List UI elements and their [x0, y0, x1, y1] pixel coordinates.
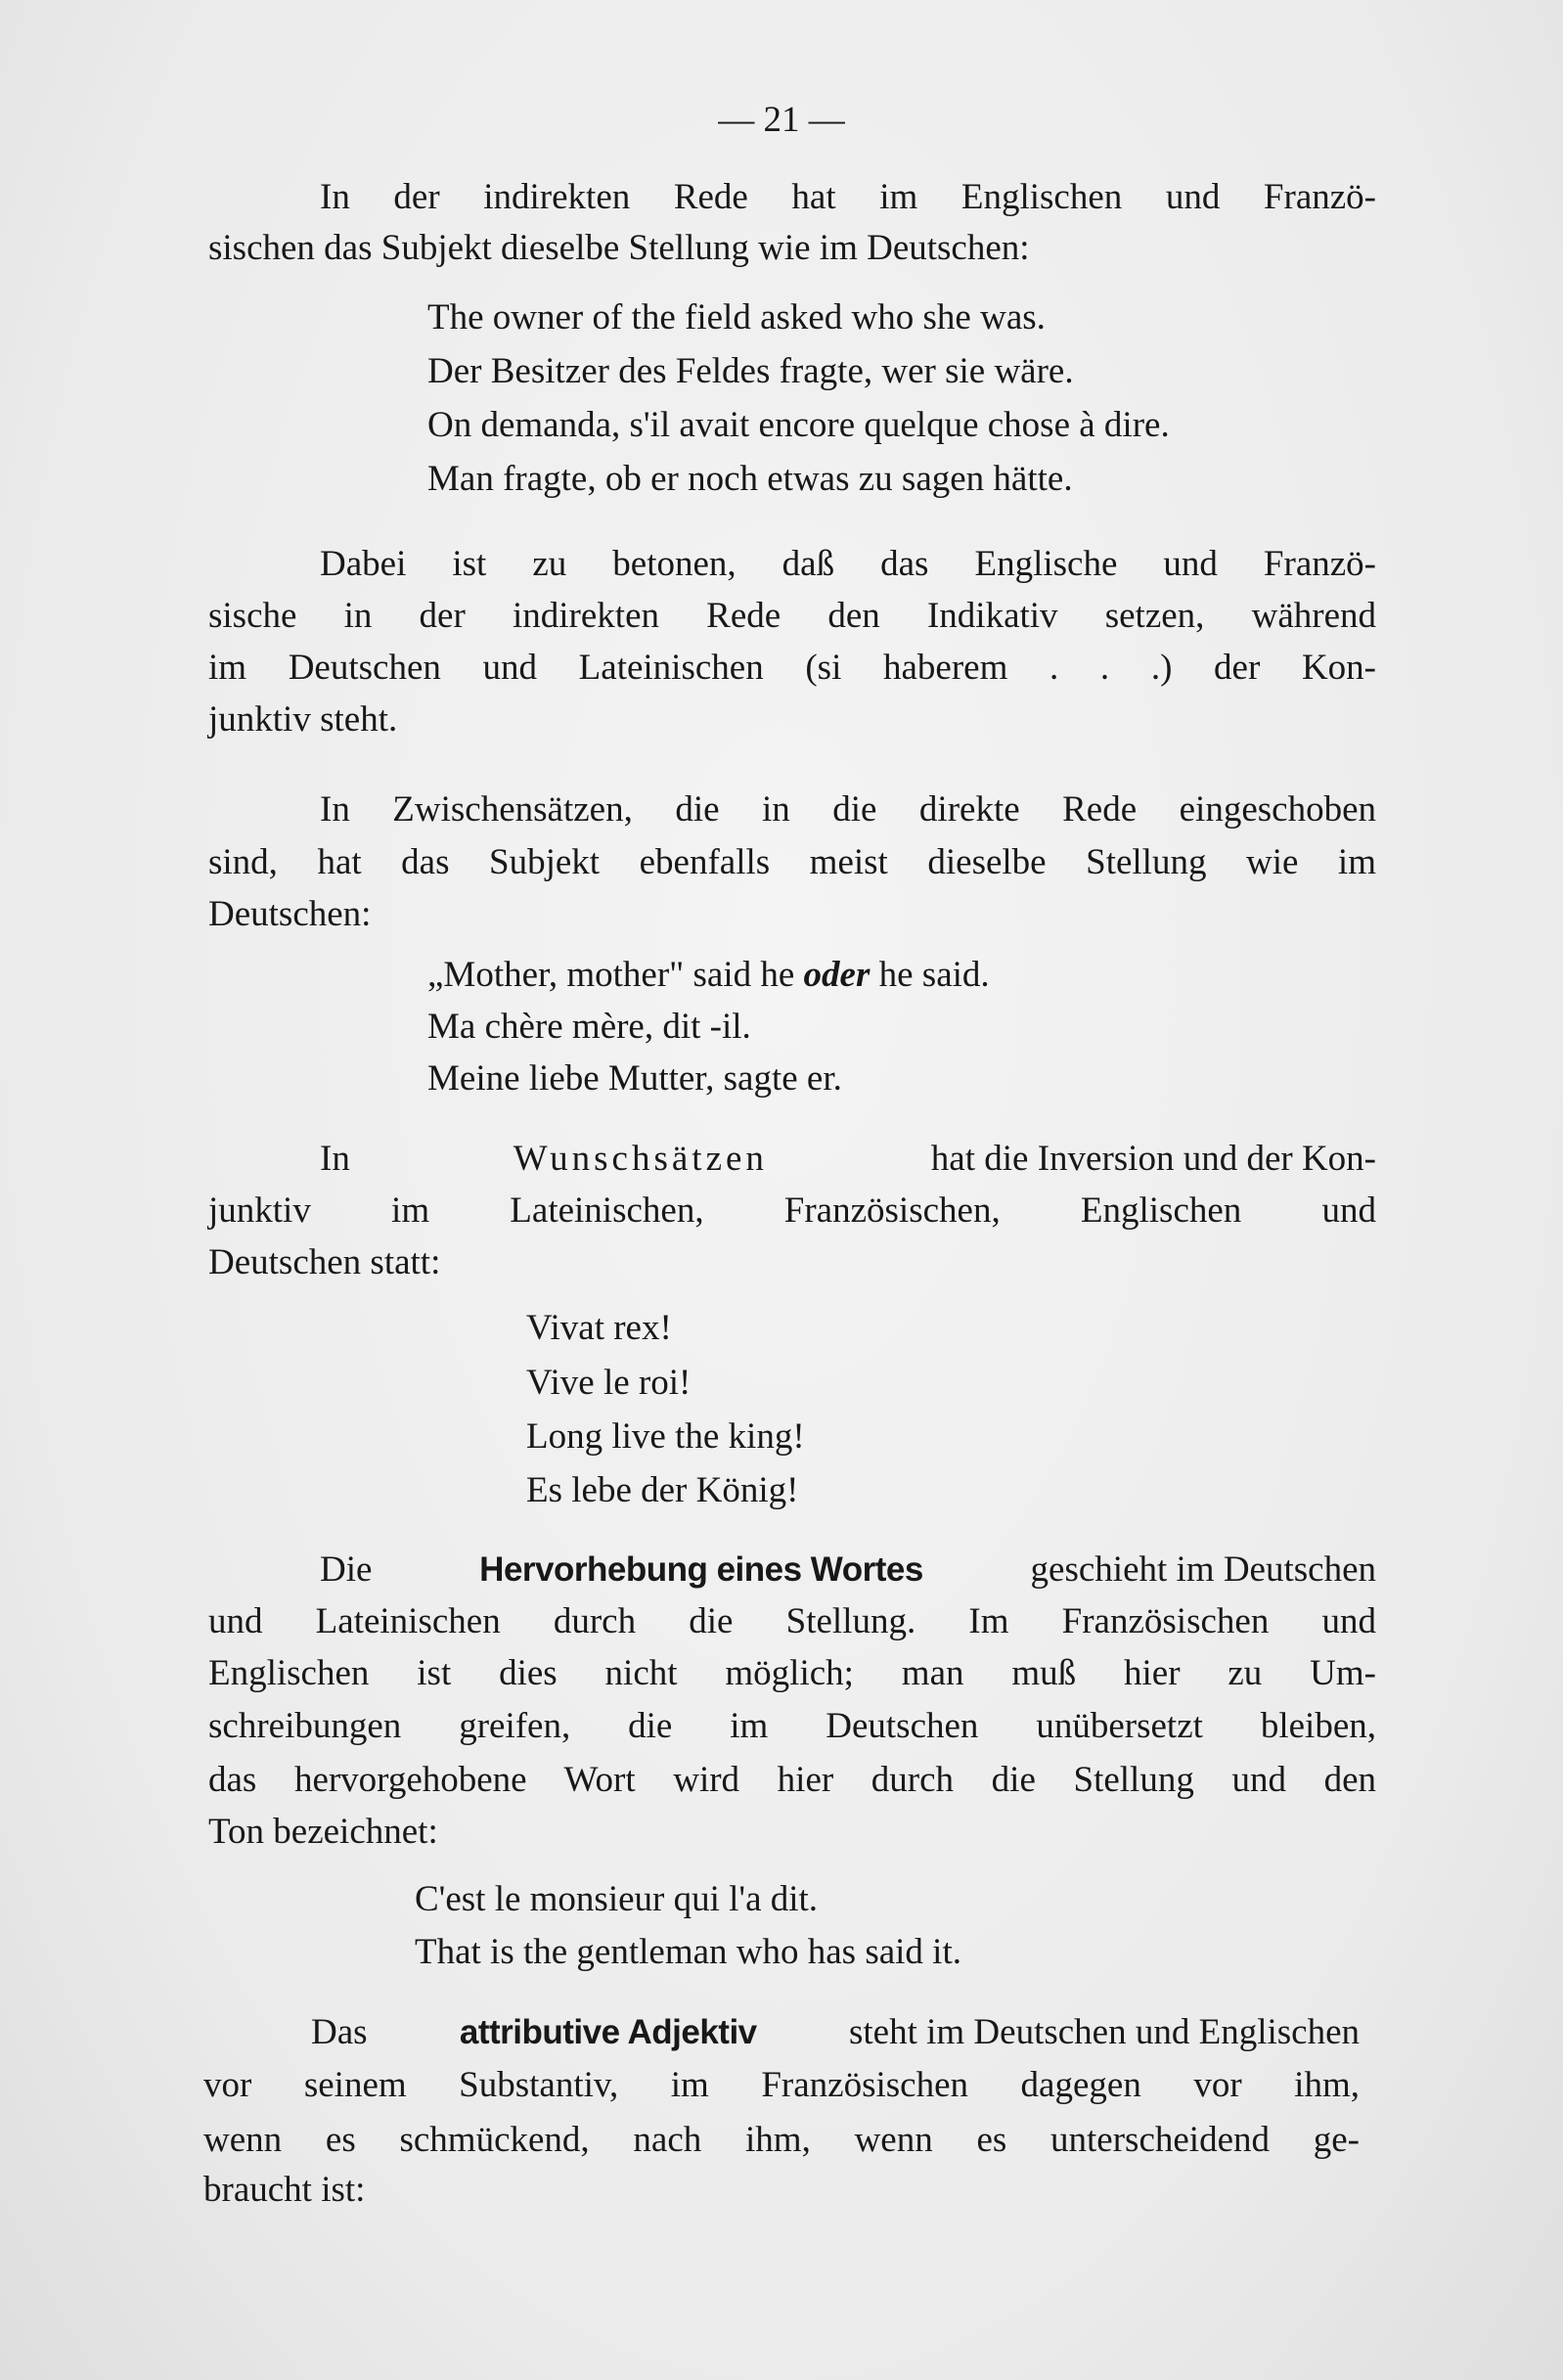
example-line: C'est le monsieur qui l'a dit.: [415, 1879, 819, 1919]
text-span: steht im Deutschen und Englischen: [848, 2012, 1360, 2052]
example-line: [427, 951, 990, 1000]
paragraph-line: Deutschen statt:: [208, 1242, 441, 1282]
paragraph-line: vor seinem Substantiv, im Französischen dagegen vor ihm,: [203, 2065, 1360, 2105]
example-line: Vive le roi!: [526, 1363, 692, 1403]
text-span: Die: [320, 1549, 373, 1590]
oder-italic: oder: [803, 955, 871, 995]
paragraph-line: wenn es schmückend, nach ihm, wenn es unterscheidend ge-: [203, 2120, 1360, 2160]
paragraph-line: schreibungen greifen, die im Deutschen unübersetzt bleiben,: [208, 1706, 1376, 1746]
paragraph-line: Deutschen:: [208, 894, 372, 934]
paragraph-line: das hervorgehobene Wort wird hier durch die Stellung und den: [208, 1760, 1376, 1800]
example-line: Vivat rex!: [526, 1308, 672, 1348]
paragraph-line: junktiv steht.: [208, 699, 398, 740]
text-span: hat die Inversion und der Kon-: [930, 1139, 1376, 1179]
spaced-emphasis: Wunschsätzen: [513, 1139, 768, 1179]
bold-emphasis: attributive Adjektiv: [459, 2013, 757, 2051]
page-number: — 21 —: [718, 100, 845, 140]
text-span: In: [320, 1139, 350, 1179]
example-line: Es lebe der König!: [526, 1470, 799, 1510]
paragraph-line: sischen das Subjekt dieselbe Stellung wie im Deutschen:: [208, 228, 1030, 268]
paragraph-line: Englischen ist dies nicht möglich; man muß hier zu Um-: [208, 1653, 1376, 1693]
paragraph-line: und Lateinischen durch die Stellung. Im Französischen und: [208, 1601, 1376, 1641]
example-line: Man fragte, ob er noch etwas zu sagen hätte.: [427, 459, 1073, 499]
paragraph-line: im Deutschen und Lateinischen (si haberem . . .) der Kon-: [208, 648, 1376, 688]
paragraph-line: Dabei ist zu betonen, daß das Englische und Franzö-: [320, 544, 1376, 584]
paragraph-line: [311, 2008, 1360, 2057]
paragraph-line: [320, 1546, 1376, 1594]
example-text: he said.: [878, 955, 990, 995]
paragraph-line: [320, 1135, 1376, 1184]
paragraph-line: sische in der indirekten Rede den Indikativ setzen, während: [208, 596, 1376, 636]
example-line: That is the gentleman who has said it.: [415, 1932, 961, 1972]
paragraph-line: Ton bezeichnet:: [208, 1812, 438, 1852]
example-line: Meine liebe Mutter, sagte er.: [427, 1058, 842, 1099]
text-span: geschieht im Deutschen: [1030, 1549, 1376, 1590]
paragraph-line: braucht ist:: [203, 2170, 366, 2210]
paragraph-line: In der indirekten Rede hat im Englischen und Franzö-: [320, 177, 1376, 217]
example-line: Ma chère mère, dit -il.: [427, 1007, 751, 1047]
example-line: Long live the king!: [526, 1416, 805, 1457]
paragraph-line: sind, hat das Subjekt ebenfalls meist dieselbe Stellung wie im: [208, 842, 1376, 882]
example-line: On demanda, s'il avait encore quelque chose à dire.: [427, 405, 1170, 445]
example-line: The owner of the field asked who she was.: [427, 297, 1046, 337]
example-text: „Mother, mother" said he: [427, 955, 795, 995]
example-line: Der Besitzer des Feldes fragte, wer sie wäre.: [427, 351, 1074, 391]
paragraph-line: junktiv im Lateinischen, Französischen, Englischen und: [208, 1190, 1376, 1231]
bold-emphasis: Hervorhebung eines Wortes: [479, 1550, 923, 1589]
text-span: Das: [311, 2012, 368, 2052]
paragraph-line: In Zwischensätzen, die in die direkte Rede eingeschoben: [320, 789, 1376, 830]
